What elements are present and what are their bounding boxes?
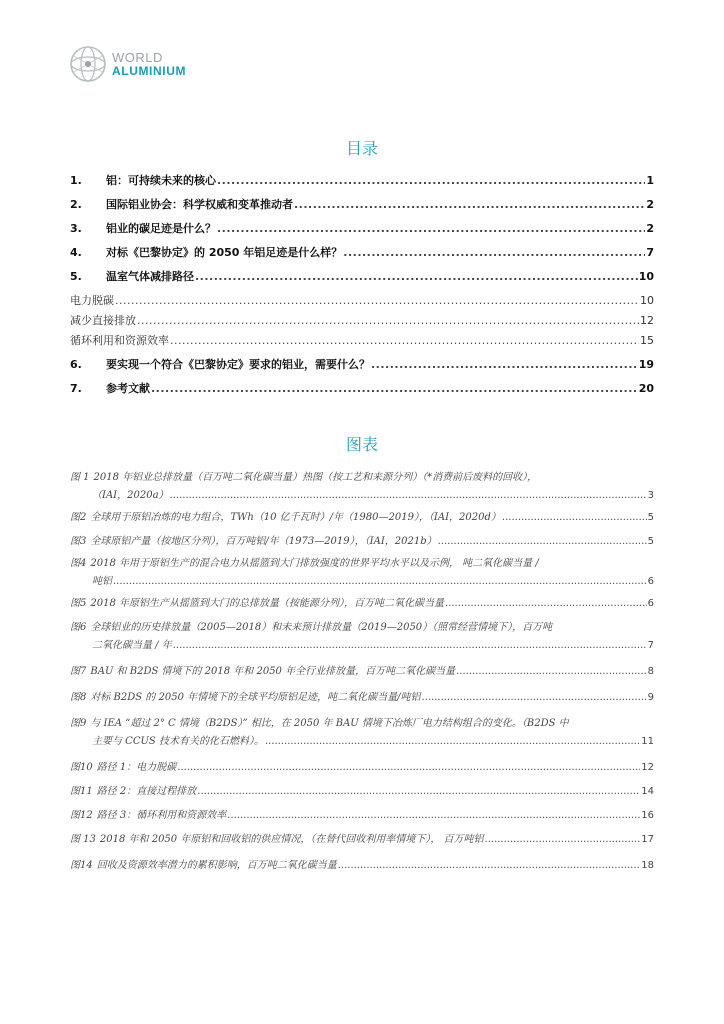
logo-word-world: WORLD bbox=[112, 50, 163, 65]
toc-entry-number: 5. bbox=[70, 270, 82, 283]
figure-entry-page: 12 bbox=[641, 762, 654, 773]
toc-entry[interactable] bbox=[70, 220, 654, 236]
figure-entry-line bbox=[70, 636, 654, 651]
logo-word-aluminium: ALUMINIUM bbox=[112, 64, 187, 78]
figure-entry-page: 17 bbox=[641, 834, 654, 845]
figure-entry-page: 14 bbox=[641, 786, 654, 797]
figure-entry[interactable] bbox=[70, 662, 654, 677]
figure-entry-page: 18 bbox=[641, 860, 654, 871]
figure-entry-label: 图10 bbox=[70, 762, 93, 773]
figure-entry-line bbox=[70, 856, 654, 871]
dot-leader bbox=[113, 576, 647, 587]
dot-leader bbox=[151, 382, 638, 395]
toc-entry-page: 1 bbox=[646, 174, 654, 187]
toc-entry-title: 铝业的碳足迹是什么？ bbox=[106, 222, 216, 235]
toc-entry-page: 10 bbox=[640, 294, 654, 307]
toc-entry-page: 15 bbox=[640, 334, 654, 347]
figure-entry-label: 图2 bbox=[70, 512, 87, 523]
figure-entry-page: 3 bbox=[647, 490, 654, 501]
toc-entry-title: 温室气体减排路径 bbox=[106, 270, 194, 283]
figure-entry-line bbox=[70, 758, 654, 773]
figure-entry-label: 图7 bbox=[70, 666, 87, 677]
dot-leader bbox=[170, 490, 647, 501]
toc-entry[interactable] bbox=[70, 172, 654, 188]
toc-entry-title: 电力脱碳 bbox=[70, 294, 114, 307]
figure-entry-line bbox=[70, 508, 654, 523]
figure-entry-label: 图5 bbox=[70, 598, 87, 609]
figure-entry-line bbox=[70, 688, 654, 703]
dot-leader bbox=[265, 736, 640, 747]
figure-entry-title: BAU 和 B2DS 情境下的 2018 年和 2050 年全行业排放量，百万吨二氧化碳当量 bbox=[90, 666, 456, 677]
figure-entry-title: 全球用于原铝冶炼的电力组合，TWh（10 亿千瓦时）/年（1980—2019），（IAI，2020d） bbox=[90, 512, 501, 523]
toc-entry[interactable] bbox=[70, 356, 654, 372]
figure-entry[interactable] bbox=[70, 714, 654, 747]
figure-entry-label: 图6 bbox=[70, 622, 87, 633]
figure-entry-title: 2018 年铝业总排放量（百万吨二氧化碳当量）热图（按工艺和来源分列）（*消费前后废料的回收）， bbox=[93, 472, 538, 483]
figure-entry-title: 回收及资源效率潜力的累积影响，百万吨二氧化碳当量 bbox=[96, 860, 337, 871]
figure-entry-label: 图 1 bbox=[70, 472, 90, 483]
figure-entry-page: 6 bbox=[647, 598, 654, 609]
toc-entry[interactable] bbox=[70, 268, 654, 284]
figure-entry-label: 图14 bbox=[70, 860, 93, 871]
figure-entry-line bbox=[70, 782, 654, 797]
toc-entry-number: 7. bbox=[70, 382, 82, 395]
dot-leader bbox=[217, 174, 645, 187]
toc-entry-page: 10 bbox=[638, 270, 654, 283]
figure-entry-line bbox=[70, 714, 654, 729]
toc-entry-title: 循环利用和资源效率 bbox=[70, 334, 169, 347]
figure-entry-page: 5 bbox=[647, 536, 654, 547]
figure-entry-line bbox=[70, 572, 654, 587]
figure-entry[interactable] bbox=[70, 806, 654, 821]
figure-entry-title-continued: （IAI，2020a） bbox=[92, 490, 169, 501]
dot-leader bbox=[338, 860, 641, 871]
figure-entry-title-continued: 主要与 CCUS 技术有关的化石燃料）。 bbox=[92, 736, 264, 747]
dot-leader bbox=[195, 270, 638, 283]
dot-leader bbox=[217, 222, 645, 235]
toc-entry-number: 6. bbox=[70, 358, 82, 371]
figure-entry-title: 路径 3：循环利用和资源效率 bbox=[96, 810, 227, 821]
toc-entry-page: 12 bbox=[640, 314, 654, 327]
dot-leader bbox=[422, 692, 647, 703]
toc-title: 目录 bbox=[345, 139, 378, 158]
figure-entry[interactable] bbox=[70, 594, 654, 609]
figure-entry-title: 2018 年用于原铝生产的混合电力从摇篮到大门排放强度的世界平均水平以及示例， 吨二氧化碳当量 / bbox=[90, 558, 539, 569]
figure-entry-line bbox=[70, 554, 654, 569]
dot-leader bbox=[502, 512, 647, 523]
figure-entry-page: 5 bbox=[647, 512, 654, 523]
dot-leader bbox=[343, 246, 645, 259]
dot-leader bbox=[115, 294, 639, 307]
figure-entry-page: 11 bbox=[641, 736, 654, 747]
toc-entry[interactable] bbox=[70, 244, 654, 260]
world-aluminium-logo bbox=[68, 44, 186, 84]
figure-entry[interactable] bbox=[70, 782, 654, 797]
toc-entry-page: 7 bbox=[646, 246, 654, 259]
toc-entry-title: 国际铝业协会：科学权威和变革推动者 bbox=[106, 198, 293, 211]
figure-entry[interactable] bbox=[70, 468, 654, 501]
figure-entry-line bbox=[70, 830, 654, 845]
figure-entry-line bbox=[70, 806, 654, 821]
toc-entry-number: 4. bbox=[70, 246, 82, 259]
figure-entry-label: 图12 bbox=[70, 810, 93, 821]
figure-entry-label: 图8 bbox=[70, 692, 87, 703]
dot-leader bbox=[485, 834, 641, 845]
toc-entry[interactable] bbox=[70, 312, 654, 328]
dot-leader bbox=[294, 198, 645, 211]
figure-entry-page: 7 bbox=[647, 640, 654, 651]
toc-entry-title: 要实现一个符合《巴黎协定》要求的铝业，需要什么？ bbox=[106, 358, 370, 371]
figure-entry-page: 9 bbox=[647, 692, 654, 703]
dot-leader bbox=[438, 536, 647, 547]
dot-leader bbox=[371, 358, 638, 371]
toc-entry[interactable] bbox=[70, 380, 654, 396]
figure-entry-page: 6 bbox=[647, 576, 654, 587]
figure-entry-label: 图3 bbox=[70, 536, 87, 547]
toc-entry[interactable] bbox=[70, 332, 654, 348]
figure-entry-label: 图 13 bbox=[70, 834, 96, 845]
dot-leader bbox=[170, 334, 639, 347]
toc-entry-number: 1. bbox=[70, 174, 82, 187]
figure-entry-title-continued: 二氧化碳当量 / 年 bbox=[92, 640, 172, 651]
figure-entry-page: 8 bbox=[647, 666, 654, 677]
figure-entry-line bbox=[70, 662, 654, 677]
figure-entry-title: 路径 1：电力脱碳 bbox=[96, 762, 177, 773]
dot-leader bbox=[456, 666, 647, 677]
figure-entry-label: 图9 bbox=[70, 718, 87, 729]
figure-entry-line bbox=[70, 532, 654, 547]
toc-entry-title: 铝：可持续未来的核心 bbox=[106, 174, 216, 187]
toc-entry-title: 减少直接排放 bbox=[70, 314, 136, 327]
figures-title: 图表 bbox=[345, 435, 378, 454]
toc-entry-page: 2 bbox=[646, 222, 654, 235]
dot-leader bbox=[173, 640, 647, 651]
toc-entry[interactable] bbox=[70, 292, 654, 308]
figure-entry-label: 图4 bbox=[70, 558, 87, 569]
figure-entry[interactable] bbox=[70, 758, 654, 773]
figure-entry[interactable] bbox=[70, 532, 654, 547]
figure-entry[interactable] bbox=[70, 688, 654, 703]
figure-entry-page: 16 bbox=[641, 810, 654, 821]
figure-entry-title: 2018 年和 2050 年原铝和回收铝的供应情况，（在替代回收利用率情境下）， 百万吨铝 bbox=[99, 834, 484, 845]
figure-entry-title-continued: 吨铝 bbox=[92, 576, 112, 587]
dot-leader bbox=[197, 786, 640, 797]
figure-entry-line bbox=[70, 732, 654, 747]
dot-leader bbox=[137, 314, 639, 327]
toc-entry-page: 2 bbox=[646, 198, 654, 211]
figure-entry-title: 与 IEA “超过 2° C 情境（B2DS）” 相比，在 2050 年 BAU 情境下冶炼厂电力结构组合的变化。（B2DS 中 bbox=[90, 718, 569, 729]
figure-entry-title: 全球原铝产量（按地区分列），百万吨铝/年（1973—2019），（IAI，2021b） bbox=[90, 536, 437, 547]
toc-entry[interactable] bbox=[70, 196, 654, 212]
figure-entry-line bbox=[70, 594, 654, 609]
toc-entry-title: 对标《巴黎协定》的 2050 年铝足迹是什么样？ bbox=[106, 246, 343, 259]
figure-entry-title: 路径 2：直接过程排放 bbox=[96, 786, 197, 797]
figure-entry-title: 2018 年原铝生产从摇篮到大门的总排放量（按能源分列），百万吨二氧化碳当量 bbox=[90, 598, 445, 609]
figure-entry-line bbox=[70, 618, 654, 633]
toc-entry-number: 3. bbox=[70, 222, 82, 235]
dot-leader bbox=[445, 598, 647, 609]
toc-entry-page: 19 bbox=[638, 358, 654, 371]
figure-entry[interactable] bbox=[70, 856, 654, 871]
figure-entry[interactable] bbox=[70, 554, 654, 587]
dot-leader bbox=[177, 762, 640, 773]
figure-entry-label: 图11 bbox=[70, 786, 93, 797]
toc-entry-number: 2. bbox=[70, 198, 82, 211]
figure-entry[interactable] bbox=[70, 618, 654, 651]
toc-entry-title: 参考文献 bbox=[106, 382, 150, 395]
toc-entry-page: 20 bbox=[638, 382, 654, 395]
globe-logo-icon bbox=[68, 44, 108, 84]
dot-leader bbox=[227, 810, 640, 821]
figure-entry-line bbox=[70, 468, 654, 483]
figure-entry-line bbox=[70, 486, 654, 501]
figure-entry-title: 对标 B2DS 的 2050 年情境下的全球平均原铝足迹，吨二氧化碳当量/吨铝 bbox=[90, 692, 421, 703]
figure-entry[interactable] bbox=[70, 508, 654, 523]
figure-entry[interactable] bbox=[70, 830, 654, 845]
figure-entry-title: 全球铝业的历史排放量（2005—2018）和未来预计排放量（2019—2050）（照常经营情境下），百万吨 bbox=[90, 622, 553, 633]
